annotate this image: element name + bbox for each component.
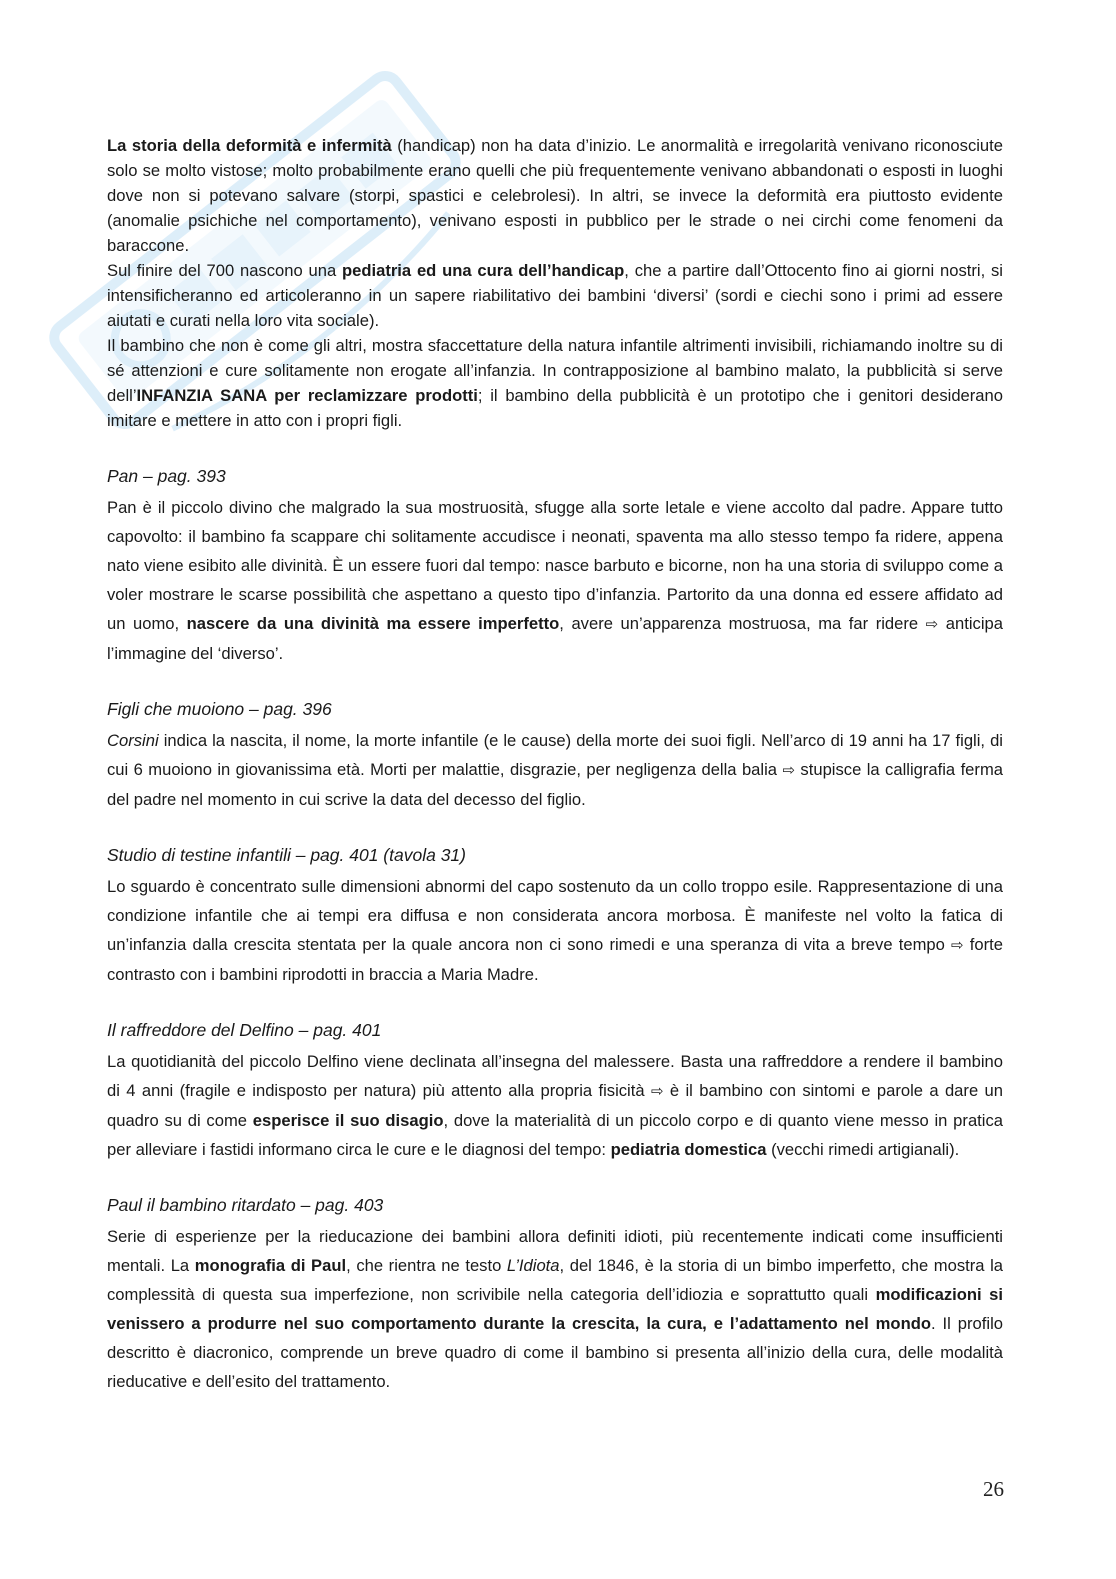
intro-paragraph-2 (107, 258, 1003, 333)
emphasis-bold: monografia di Paul (194, 1256, 347, 1275)
section-body (107, 1047, 1003, 1164)
arrow-right-icon: ⇨ (782, 761, 796, 779)
emphasis-bold: pediatria domestica (610, 1140, 767, 1159)
section-body (107, 726, 1003, 814)
intro-paragraph-1 (107, 133, 1003, 258)
text-run: indica la nascita, il nome, la morte infantile (e le cause) della morte dei suoi figli. Nell’arco di 19 anni ha 17 figli, di cui 6 muoiono in giovanissima età. Morti per malattie, disgrazie, per negligenza della balia (107, 731, 1003, 779)
section-body (107, 872, 1003, 989)
document-page (107, 133, 1003, 1396)
text-run: La quotidianità del piccolo Delfino viene declinata all’insegna del malessere. Basta una raffreddore a rendere il bambino di 4 anni (fragile e indisposto per natura) più attento alla propria fisicità (107, 1052, 1003, 1100)
emphasis-bold: pediatria ed una cura dell’handicap (341, 261, 625, 280)
section-body (107, 493, 1003, 668)
text-run: ; il bambino della pubblicità è un prototipo che i genitori desiderano imitare e mettere in atto con i propri figli. (107, 386, 1003, 430)
section-heading: Il raffreddore del Delfino – pag. 401 (107, 1020, 382, 1040)
text-run: anticipa l’immagine del ‘diverso’. (107, 614, 1003, 663)
arrow-right-icon: ⇨ (925, 615, 939, 633)
intro-paragraph-3 (107, 333, 1003, 433)
text-run: , del 1846, è la storia di un bimbo imperfetto, che mostra la complessità di questa sua imperfezione, non scrivibile nella categoria dell’idiozia e soprattutto quali (107, 1256, 1004, 1304)
section-figli-che-muoiono (107, 696, 1003, 814)
section-heading: Figli che muoiono – pag. 396 (107, 699, 332, 719)
emphasis-bold: INFANZIA SANA per reclamizzare prodotti (136, 386, 478, 405)
section-testine-infantili (107, 842, 1003, 989)
intro-section (107, 133, 1003, 433)
section-paul-bambino (107, 1192, 1003, 1396)
text-run: Il bambino che non è come gli altri, mostra sfaccettature della natura infantile altrimenti invisibili, richiamando inoltre su di sé attenzioni e cure solitamente non erogate all’infanzia. In contrapposizione al bambino malato, la pubblicità si serve dell’ (107, 336, 1003, 405)
text-run: forte contrasto con i bambini riprodotti in braccia a Maria Madre. (107, 935, 1003, 984)
emphasis-italic: Corsini (107, 731, 159, 750)
text-run: . Il profilo descritto è diacronico, comprende un breve quadro di come il bambino si presenta all’inizio della cura, delle modalità rieducative e dell’esito del trattamento. (107, 1314, 1003, 1391)
text-run: è il bambino con sintomi e parole a dare un quadro su di come (107, 1081, 1003, 1130)
emphasis-italic: L’Idiota (506, 1256, 560, 1275)
text-run: (vecchi rimedi artigianali). (766, 1140, 960, 1159)
text-run: , che a partire dall’Ottocento fino ai giorni nostri, si intensificheranno ed articoleranno in un sapere riabilitativo dei bambini ‘diversi’ (sordi e ciechi sono i primi ad essere aiutati e curati nella loro vita sociale). (107, 261, 1003, 330)
text-run: stupisce la calligrafia ferma del padre nel momento in cui scrive la data del decesso del figlio. (107, 760, 1003, 809)
section-heading: Paul il bambino ritardato – pag. 403 (107, 1195, 384, 1215)
emphasis-bold: nascere da una divinità ma essere imperfetto (186, 614, 560, 633)
text-run: Serie di esperienze per la rieducazione dei bambini allora definiti idioti, più recentemente indicati come insufficienti mentali. La (107, 1227, 1003, 1275)
emphasis-bold: esperisce il suo disagio (252, 1111, 444, 1130)
text-run: , che rientra ne testo (346, 1256, 507, 1275)
section-heading: Pan – pag. 393 (107, 466, 226, 486)
text-run: (handicap) non ha data d’inizio. Le anormalità e irregolarità venivano riconosciute solo se molto vistose; molto probabilmente erano quelli che più frequentemente venivano abbandonati o esposti in luoghi dove non si potevano salvare (storpi, spastici e celebrolesi). In altri, se invece la deformità era piuttosto evidente (anomalie psichiche nel comportamento), venivano esposti in pubblico per le strade o nei circhi come fenomeni da baraccone. (107, 136, 1003, 255)
section-pan (107, 463, 1003, 668)
emphasis-bold: La storia della deformità e infermità (107, 136, 392, 155)
text-run: , avere un’apparenza mostruosa, ma far ridere (559, 614, 926, 633)
arrow-right-icon: ⇨ (951, 936, 964, 954)
page-number: 26 (983, 1477, 1004, 1501)
text-run: Lo sguardo è concentrato sulle dimensioni abnormi del capo sostenuto da un collo troppo esile. Rappresentazione di una condizione infantile che ai tempi era diffusa e non considerata ancora morbosa. È manifeste nel volto la fatica di un’infanzia dalla crescita stentata per la quale ancora non ci sono rimedi e una speranza di vita a breve tempo (107, 877, 1003, 954)
text-run: , dove la materialità di un piccolo corpo e di quanto viene messo in pratica per alleviare i fastidi informano circa le cure e le diagnosi del tempo: (107, 1111, 1003, 1159)
section-raffreddore-delfino (107, 1017, 1003, 1164)
section-heading: Studio di testine infantili – pag. 401 (tavola 31) (107, 845, 466, 865)
arrow-right-icon: ⇨ (650, 1082, 664, 1100)
text-run: Sul finire del 700 nascono una (107, 261, 342, 280)
text-run: Pan è il piccolo divino che malgrado la sua mostruosità, sfugge alla sorte letale e viene accolto dal padre. Appare tutto capovolto: il bambino fa scappare chi solitamente accudisce i neonati, spaventa ma allo stesso tempo fa ridere, appena nato viene esibito alle divinità. È un essere fuori dal tempo: nasce barbuto e bicorne, non ha una storia di sviluppo come a voler mostrare le scarse possibilità che aspettano a questo tipo d’infanzia. Partorito da una donna ed essere affidato ad un uomo, (107, 498, 1003, 633)
section-body (107, 1222, 1003, 1396)
emphasis-bold: modificazioni si venissero a produrre nel suo comportamento durante la crescita, la cura, e l’adattamento nel mondo (107, 1285, 1003, 1333)
